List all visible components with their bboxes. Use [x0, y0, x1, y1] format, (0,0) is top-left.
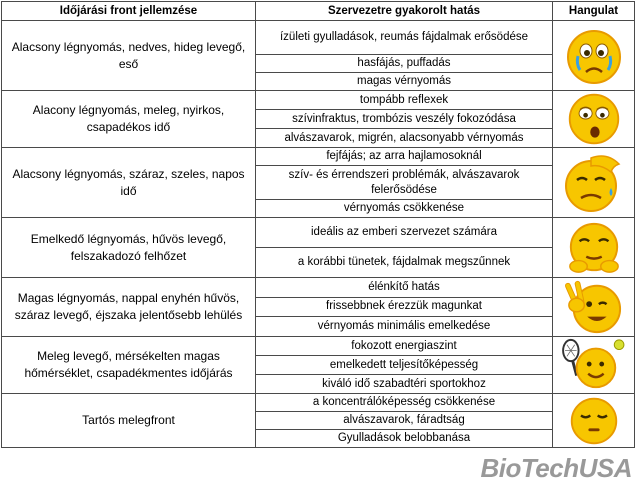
effect-cell: emelkedett teljesítőképesség	[256, 356, 553, 375]
table-row	[2, 218, 635, 248]
weather-front-table	[1, 1, 635, 448]
mood-cell	[553, 394, 635, 448]
front-description: Tartós melegfront	[2, 394, 256, 448]
front-description: Alacsony légnyomás, száraz, szeles, napos idő	[2, 148, 256, 218]
effect-cell: élénkítő hatás	[256, 278, 553, 298]
table-row	[2, 148, 635, 166]
mood-cell	[553, 91, 635, 148]
peace-smiley-icon	[562, 278, 626, 336]
mood-cell	[553, 21, 635, 91]
effect-cell: frissebbnek érezzük magunkat	[256, 297, 553, 317]
table-row	[2, 278, 635, 298]
header-feature: Időjárási front jellemzése	[2, 2, 256, 21]
sick-smiley-icon	[566, 395, 622, 447]
effect-cell: vérnyomás minimális emelkedése	[256, 317, 553, 337]
effect-cell: Gyulladások belobbanása	[256, 430, 553, 448]
effect-cell: hasfájás, puffadás	[256, 55, 553, 73]
front-description: Emelkedő légnyomás, hűvös levegő, felszakadozó felhőzet	[2, 218, 256, 278]
effect-cell: szív- és érrendszeri problémák, alvászavarok felerősödése	[256, 166, 553, 200]
sweating-smiley-icon	[561, 150, 627, 216]
front-description: Alacony légnyomás, meleg, nyirkos, csapadékos idő	[2, 91, 256, 148]
front-description: Magas légnyomás, nappal enyhén hűvös, száraz levegő, éjszaka jelentősebb lehülés	[2, 278, 256, 337]
table-row	[2, 91, 635, 110]
table-row	[2, 337, 635, 356]
mood-cell	[553, 148, 635, 218]
header-row	[2, 2, 635, 21]
effect-cell: vérnyomás csökkenése	[256, 200, 553, 218]
effect-cell: a koncentrálóképesség csökkenése	[256, 394, 553, 412]
effect-cell: magas vérnyomás	[256, 73, 553, 91]
mood-cell	[553, 218, 635, 278]
mood-cell	[553, 337, 635, 394]
header-effect: Szervezetre gyakorolt hatás	[256, 2, 553, 21]
effect-cell: kiváló idő szabadtéri sportokhoz	[256, 375, 553, 394]
tennis-smiley-icon	[559, 337, 629, 393]
crying-smiley-icon	[564, 26, 624, 86]
brand-watermark: BioTechUSA	[480, 453, 632, 483]
table-row	[2, 394, 635, 412]
effect-cell: szívinfraktus, trombózis veszély fokozódása	[256, 110, 553, 129]
front-description: Alacsony légnyomás, nedves, hideg levegő, eső	[2, 21, 256, 91]
front-description: Meleg levegő, mérsékelten magas hőmérséklet, csapadékmentes időjárás	[2, 337, 256, 394]
effect-cell: fejfájás; az arra hajlamosoknál	[256, 148, 553, 166]
dizzy-smiley-icon	[566, 91, 622, 147]
effect-cell: alvászavarok, migrén, alacsonyabb vérnyomás	[256, 129, 553, 148]
table-row	[2, 21, 635, 55]
effect-cell: fokozott energiaszint	[256, 337, 553, 356]
effect-cell: a korábbi tünetek, fájdalmak megszűnnek	[256, 248, 553, 278]
effect-cell: alvászavarok, fáradtság	[256, 412, 553, 430]
effect-cell: tompább reflexek	[256, 91, 553, 110]
effect-cell: ízületi gyulladások, reumás fájdalmak erősödése	[256, 21, 553, 55]
effect-cell: ideális az emberi szervezet számára	[256, 218, 553, 248]
header-mood: Hangulat	[553, 2, 635, 21]
thinking-smiley-icon	[565, 220, 623, 276]
mood-cell	[553, 278, 635, 337]
